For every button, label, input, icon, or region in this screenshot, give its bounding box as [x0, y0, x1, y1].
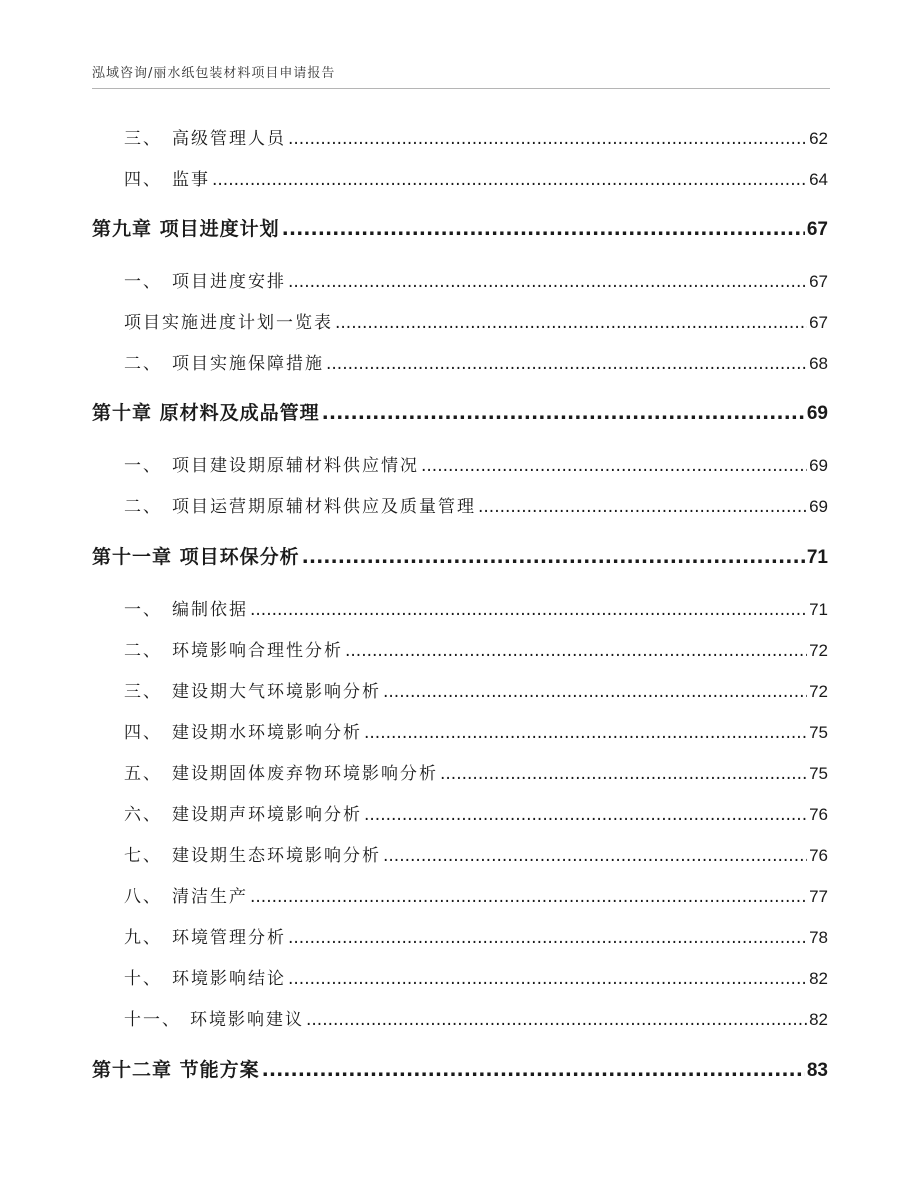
toc-entry-page: 82: [809, 969, 828, 988]
toc-entry[interactable]: [124, 349, 828, 374]
toc-chapter-entry[interactable]: [92, 398, 828, 425]
toc-entry-page: 72: [809, 682, 828, 701]
toc-entry[interactable]: [124, 964, 828, 989]
toc-chapter-entry[interactable]: [92, 1055, 828, 1082]
dot-leader: [421, 456, 807, 476]
toc-chapter-number: 第十二章: [92, 1059, 173, 1081]
toc-entry-title: 环境影响建议: [190, 1010, 304, 1030]
toc-entry-title: 监事: [172, 170, 210, 190]
toc-chapter-number: 第九章: [92, 218, 153, 240]
toc-entry-number: 二、: [124, 641, 162, 661]
toc-chapter-entry[interactable]: [92, 542, 828, 569]
toc-entry-title: 编制依据: [172, 600, 248, 620]
toc-entry-number: 十一、: [124, 1010, 181, 1030]
toc-entry[interactable]: [124, 882, 828, 907]
toc-entry-title: 建设期生态环境影响分析: [172, 846, 381, 866]
toc-entry-page: 69: [809, 497, 828, 516]
toc-entry-page: 64: [809, 170, 828, 189]
toc-entry-number: 八、: [124, 887, 162, 907]
toc-entry-page: 67: [809, 272, 828, 291]
toc-entry-page: 75: [809, 764, 828, 783]
toc-entry[interactable]: [124, 841, 828, 866]
toc-entry-number: 一、: [124, 456, 162, 476]
toc-chapter-number: 第十一章: [92, 546, 173, 568]
toc-entry-number: 二、: [124, 354, 162, 374]
toc-entry[interactable]: [124, 595, 828, 620]
toc-entry-page: 71: [806, 547, 828, 568]
toc-entry-title: 项目进度安排: [172, 272, 286, 292]
dot-leader: [288, 969, 807, 989]
toc-entry-number: 二、: [124, 497, 162, 517]
dot-leader: [440, 764, 807, 784]
toc-entry-page: 72: [809, 641, 828, 660]
toc-entry-title: 项目实施进度计划一览表: [124, 313, 333, 333]
toc-chapter-title: 项目进度计划: [159, 218, 280, 240]
dot-leader: [383, 846, 807, 866]
toc-entry-page: 69: [809, 456, 828, 475]
toc-entry-title: 环境影响结论: [172, 969, 286, 989]
toc-chapter-title: 项目环保分析: [179, 546, 300, 568]
toc-entry[interactable]: [124, 165, 828, 190]
toc-entry-title: 建设期水环境影响分析: [172, 723, 362, 743]
toc-entry-page: 76: [809, 846, 828, 865]
toc-entry-page: 67: [809, 313, 828, 332]
toc-entry[interactable]: [124, 124, 828, 149]
toc-entry-page: 75: [809, 723, 828, 742]
toc-entry-title: 项目运营期原辅材料供应及质量管理: [172, 497, 476, 517]
toc-chapter-title: 原材料及成品管理: [159, 402, 320, 424]
dot-leader: [288, 129, 807, 149]
dot-leader: [478, 497, 807, 517]
toc-entry-title: 建设期声环境影响分析: [172, 805, 362, 825]
toc-entry-number: 四、: [124, 170, 162, 190]
toc-entry-number: 十、: [124, 969, 162, 989]
toc-entry-number: 三、: [124, 129, 162, 149]
toc-entry-page: 62: [809, 129, 828, 148]
toc-entry-number: 三、: [124, 682, 162, 702]
toc-entry-page: 69: [806, 403, 828, 424]
dot-leader: [282, 218, 805, 240]
toc-entry-title: 清洁生产: [172, 887, 248, 907]
toc-chapter-number: 第十章: [92, 402, 153, 424]
dot-leader: [345, 641, 807, 661]
dot-leader: [288, 928, 807, 948]
toc-entry-page: 76: [809, 805, 828, 824]
toc-entry[interactable]: [124, 267, 828, 292]
toc-entry-title: 高级管理人员: [172, 129, 286, 149]
toc-entry-page: 71: [809, 600, 828, 619]
toc-entry-title: 项目建设期原辅材料供应情况: [172, 456, 419, 476]
toc-entry-page: 83: [806, 1060, 828, 1081]
toc-entry[interactable]: [124, 308, 828, 333]
toc-entry[interactable]: [124, 1005, 828, 1030]
toc-entry-number: 六、: [124, 805, 162, 825]
toc-entry-number: 一、: [124, 600, 162, 620]
dot-leader: [364, 723, 807, 743]
dot-leader: [326, 354, 807, 374]
header-divider: [92, 88, 830, 89]
dot-leader: [250, 600, 807, 620]
toc-entry-number: 九、: [124, 928, 162, 948]
toc-entry-page: 82: [809, 1010, 828, 1029]
toc-entry[interactable]: [124, 800, 828, 825]
dot-leader: [250, 887, 807, 907]
toc-entry[interactable]: [124, 677, 828, 702]
toc-entry-title: 项目实施保障措施: [172, 354, 324, 374]
dot-leader: [302, 546, 805, 568]
toc-entry[interactable]: [124, 718, 828, 743]
toc-entry[interactable]: [124, 492, 828, 517]
toc-entry-number: 七、: [124, 846, 162, 866]
dot-leader: [212, 170, 807, 190]
toc-entry[interactable]: [124, 636, 828, 661]
dot-leader: [306, 1010, 807, 1030]
toc-chapter-title: 节能方案: [179, 1059, 260, 1081]
toc-entry-number: 四、: [124, 723, 162, 743]
dot-leader: [364, 805, 807, 825]
page-header: 泓域咨询/丽水纸包装材料项目申请报告: [92, 66, 336, 81]
toc-entry-number: 五、: [124, 764, 162, 784]
toc-entry-title: 建设期大气环境影响分析: [172, 682, 381, 702]
toc-entry-number: 一、: [124, 272, 162, 292]
dot-leader: [262, 1059, 805, 1081]
toc-entry-page: 78: [809, 928, 828, 947]
toc-entry-title: 建设期固体废弃物环境影响分析: [172, 764, 438, 784]
dot-leader: [288, 272, 807, 292]
toc-entry-title: 环境管理分析: [172, 928, 286, 948]
dot-leader: [322, 402, 805, 424]
toc-entry-title: 环境影响合理性分析: [172, 641, 343, 661]
toc-entry[interactable]: [124, 923, 828, 948]
toc-entry[interactable]: [124, 451, 828, 476]
dot-leader: [383, 682, 807, 702]
toc-entry-page: 77: [809, 887, 828, 906]
toc-entry-page: 67: [806, 219, 828, 240]
toc-entry-page: 68: [809, 354, 828, 373]
toc-chapter-entry[interactable]: [92, 214, 828, 241]
toc-entry[interactable]: [124, 759, 828, 784]
dot-leader: [335, 313, 807, 333]
